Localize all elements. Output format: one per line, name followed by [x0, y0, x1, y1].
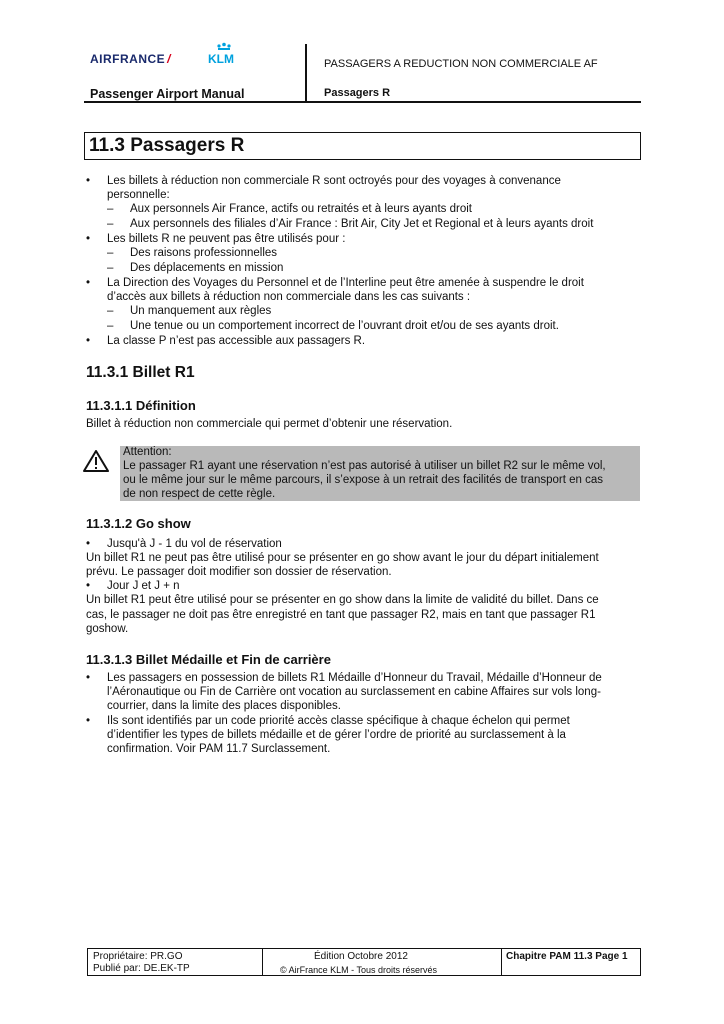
- dash-marker: –: [107, 247, 114, 259]
- klm-logo: KLM: [208, 52, 234, 66]
- bullet-dot: •: [86, 233, 91, 245]
- footer-cell-owner: [88, 949, 263, 975]
- subsection-title: 11.3.1 Billet R1: [86, 364, 195, 381]
- dash-marker: –: [107, 305, 114, 317]
- dash-marker: –: [107, 320, 114, 332]
- intro-subitem: Aux personnels des filiales d’Air France : Brit Air, City Jet et Regional et à leurs ayants droit: [130, 218, 594, 230]
- medaille-text: d’identifier les types de billets médaille et de gérer l’ordre de priorité au surclassement à la: [107, 729, 566, 741]
- intro-text: d’accès aux billets à réduction non commerciale dans les cas suivants :: [107, 291, 471, 303]
- attention-text: Le passager R1 ayant une réservation n’est pas autorisé à utiliser un billet R2 sur le même vol,: [123, 460, 606, 472]
- intro-subitem: Aux personnels Air France, actifs ou retraités et à leurs ayants droit: [130, 203, 472, 215]
- manual-title: Passenger Airport Manual: [90, 87, 245, 101]
- goshow-text: prévu. Le passager doit modifier son dossier de réservation.: [86, 566, 392, 578]
- medaille-heading: 11.3.1.3 Billet Médaille et Fin de carrière: [86, 652, 331, 667]
- footer-publisher: Publié par: DE.EK-TP: [93, 963, 190, 974]
- footer-cell-edition: [262, 949, 502, 975]
- footer-owner: Propriétaire: PR.GO: [93, 951, 183, 962]
- intro-text: Les billets R ne peuvent pas être utilisés pour :: [107, 233, 346, 245]
- medaille-text: l’Aéronautique ou Fin de Carrière ont vocation au surclassement en cabine Affaires sur vols long-: [107, 686, 601, 698]
- intro-subitem: Un manquement aux règles: [130, 305, 272, 317]
- intro-text: Les billets à réduction non commerciale R sont octroyés pour des voyages à convenance: [107, 175, 561, 187]
- intro-subitem: Des déplacements en mission: [130, 262, 284, 274]
- dash-marker: –: [107, 218, 114, 230]
- header-divider: [305, 44, 307, 103]
- bullet-dot: •: [86, 277, 91, 289]
- goshow-text: cas, le passager ne doit pas être enregistré en tant que passager R2, mais en tant que passager R1: [86, 609, 596, 621]
- attention-text: ou le même jour sur le même parcours, il s’expose à un retrait des facilités de transport en cas: [123, 474, 604, 486]
- section-title: 11.3 Passagers R: [89, 135, 245, 156]
- document-subtitle: Passagers R: [324, 87, 391, 99]
- dash-marker: –: [107, 203, 114, 215]
- header-rule-left: [84, 101, 306, 103]
- dash-marker: –: [107, 262, 114, 274]
- footer-table: [87, 948, 641, 976]
- document-title: PASSAGERS A REDUCTION NON COMMERCIALE AF: [324, 58, 598, 70]
- footer-edition: Édition Octobre 2012: [314, 951, 408, 962]
- intro-text: La Direction des Voyages du Personnel et de l’Interline peut être amenée à suspendre le droit: [107, 277, 584, 289]
- medaille-text: confirmation. Voir PAM 11.7 Surclassement.: [107, 743, 331, 755]
- goshow-text: Un billet R1 ne peut pas être utilisé pour se présenter en go show avant le jour du départ initialement: [86, 552, 599, 564]
- footer-copyright: © AirFrance KLM - Tous droits réservés: [280, 965, 438, 975]
- goshow-text: Un billet R1 peut être utilisé pour se présenter en go show dans la limite de validité du billet. Dans ce: [86, 594, 599, 606]
- intro-text: personnelle:: [107, 189, 170, 201]
- footer-page: Chapitre PAM 11.3 Page 1: [506, 951, 628, 962]
- goshow-bullet: Jour J et J + n: [107, 580, 180, 592]
- intro-subitem: Une tenue ou un comportement incorrect de l’ouvrant droit et/ou de ses ayants droit.: [130, 320, 559, 332]
- goshow-heading: 11.3.1.2 Go show: [86, 516, 191, 531]
- bullet-dot: •: [86, 335, 91, 347]
- definition-heading: 11.3.1.1 Définition: [86, 398, 196, 413]
- goshow-bullet: Jusqu'à J - 1 du vol de réservation: [107, 538, 282, 550]
- header-rule-right: [306, 101, 641, 103]
- bullet-dot: •: [86, 715, 91, 727]
- attention-text: de non respect de cette règle.: [123, 488, 276, 500]
- definition-text: Billet à réduction non commerciale qui permet d’obtenir une réservation.: [86, 418, 453, 430]
- intro-subitem: Des raisons professionnelles: [130, 247, 278, 259]
- medaille-text: Les passagers en possession de billets R1 Médaille d’Honneur du Travail, Médaille d’Honneur de: [107, 672, 602, 684]
- intro-text: La classe P n’est pas accessible aux passagers R.: [107, 335, 366, 347]
- attention-label: Attention:: [123, 446, 172, 458]
- section-title-box: [84, 132, 641, 160]
- bullet-dot: •: [86, 580, 91, 592]
- bullet-dot: •: [86, 175, 91, 187]
- airfrance-logo: AIRFRANCE /: [90, 52, 172, 66]
- bullet-dot: •: [86, 672, 91, 684]
- medaille-text: Ils sont identifiés par un code priorité accès classe spécifique à chaque échelon qui permet: [107, 715, 570, 727]
- medaille-text: courrier, dans la limite des places disponibles.: [107, 700, 341, 712]
- warning-icon: [83, 449, 109, 473]
- klm-crown-icon: [216, 42, 232, 50]
- bullet-dot: •: [86, 538, 91, 550]
- goshow-text: goshow.: [86, 623, 129, 635]
